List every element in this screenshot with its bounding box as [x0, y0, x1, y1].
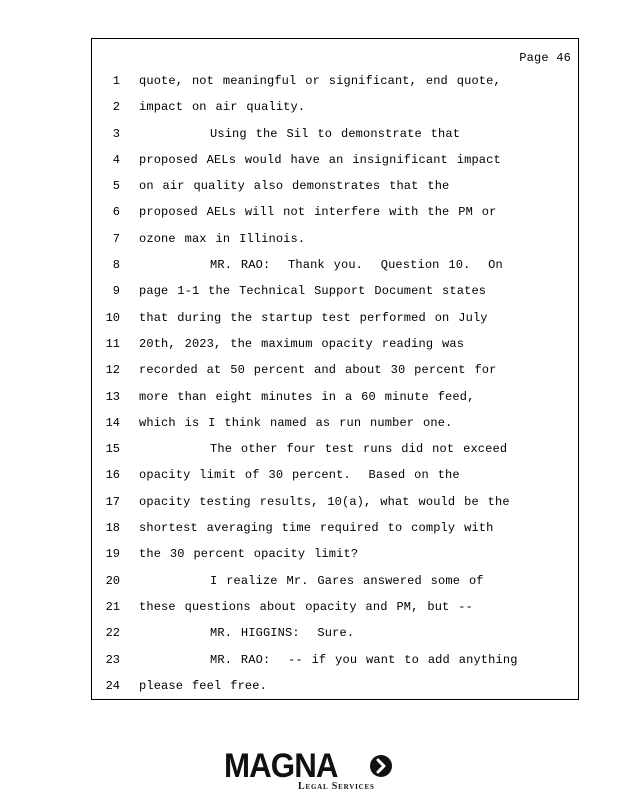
- line-text: that during the startup test performed on July: [139, 310, 488, 325]
- line-text: ozone max in Illinois.: [139, 231, 306, 246]
- transcript-lines: [92, 68, 578, 699]
- line-text: page 1-1 the Technical Support Document states: [139, 284, 487, 299]
- line-text: MR. RAO: Thank you. Question 10. On: [210, 258, 503, 273]
- transcript-line: [92, 436, 578, 462]
- transcript-line: [92, 410, 578, 436]
- line-text: on air quality also demonstrates that the: [139, 179, 450, 194]
- line-number: 7: [112, 231, 120, 246]
- transcript-line: [92, 541, 578, 567]
- line-text: the 30 percent opacity limit?: [139, 547, 359, 562]
- line-number: 1: [112, 74, 120, 88]
- line-text: recorded at 50 percent and about 30 percent for: [139, 363, 497, 378]
- line-number: 10: [105, 310, 120, 325]
- transcript-line: [92, 147, 578, 173]
- transcript-line: [92, 647, 578, 673]
- transcript-line: [92, 515, 578, 541]
- line-number: 22: [105, 626, 120, 641]
- line-number: 24: [105, 678, 120, 693]
- page-number: Page 46: [519, 51, 571, 65]
- line-number: 23: [105, 652, 120, 667]
- line-text: proposed AELs would have an insignificant impact: [139, 152, 501, 167]
- line-number: 17: [105, 494, 120, 509]
- line-text: The other four test runs did not exceed: [210, 442, 508, 457]
- transcript-line: [92, 594, 578, 620]
- line-text: 20th, 2023, the maximum opacity reading was: [139, 336, 465, 351]
- line-number: 20: [105, 573, 120, 588]
- line-text: Using the Sil to demonstrate that: [210, 126, 461, 141]
- line-text: MR. RAO: -- if you want to add anything: [210, 652, 518, 667]
- transcript-line: [92, 305, 578, 331]
- line-number: 16: [105, 468, 120, 483]
- transcript-line: [92, 462, 578, 488]
- line-number: 9: [112, 284, 120, 299]
- line-text: quote, not meaningful or significant, end quote,: [139, 74, 501, 88]
- transcript-line: [92, 121, 578, 147]
- line-number: 8: [112, 258, 120, 273]
- line-text: MR. HIGGINS: Sure.: [210, 626, 355, 641]
- transcript-line: [92, 620, 578, 646]
- transcript-line: [92, 94, 578, 120]
- line-number: 12: [105, 363, 120, 378]
- transcript-line: [92, 173, 578, 199]
- logo-subtitle: Legal Services: [298, 781, 375, 792]
- line-number: 6: [112, 205, 120, 220]
- line-number: 11: [105, 336, 120, 351]
- transcript-line: [92, 489, 578, 515]
- line-number: 4: [112, 152, 120, 167]
- line-number: 2: [112, 100, 120, 115]
- logo-wordmark: MAGNA: [224, 747, 338, 785]
- line-text: please feel free.: [139, 678, 267, 693]
- transcript-line: [92, 357, 578, 383]
- transcript-line: [92, 68, 578, 94]
- transcript-line: [92, 673, 578, 699]
- line-number: 15: [105, 442, 120, 457]
- line-text: shortest averaging time required to comply with: [139, 521, 494, 536]
- transcript-line: [92, 278, 578, 304]
- line-number: 14: [105, 415, 120, 430]
- transcript-line: [92, 331, 578, 357]
- transcript-page: [91, 38, 579, 700]
- line-text: these questions about opacity and PM, but --: [139, 599, 473, 614]
- line-number: 19: [105, 547, 120, 562]
- transcript-line: [92, 384, 578, 410]
- line-number: 13: [105, 389, 120, 404]
- line-text: opacity limit of 30 percent. Based on the: [139, 468, 460, 483]
- logo-arrow-icon: [370, 755, 392, 777]
- line-text: I realize Mr. Gares answered some of: [210, 573, 484, 588]
- line-text: proposed AELs will not interfere with the PM or: [139, 205, 497, 220]
- line-number: 21: [105, 599, 120, 614]
- line-number: 18: [105, 521, 120, 536]
- line-text: more than eight minutes in a 60 minute feed,: [139, 389, 475, 404]
- magna-logo: [224, 748, 399, 793]
- transcript-line: [92, 226, 578, 252]
- line-number: 5: [112, 179, 120, 194]
- line-number: 3: [112, 126, 120, 141]
- transcript-line: [92, 199, 578, 225]
- line-text: which is I think named as run number one.: [139, 415, 453, 430]
- line-text: impact on air quality.: [139, 100, 306, 115]
- transcript-line: [92, 568, 578, 594]
- transcript-line: [92, 252, 578, 278]
- line-text: opacity testing results, 10(a), what would be the: [139, 494, 510, 509]
